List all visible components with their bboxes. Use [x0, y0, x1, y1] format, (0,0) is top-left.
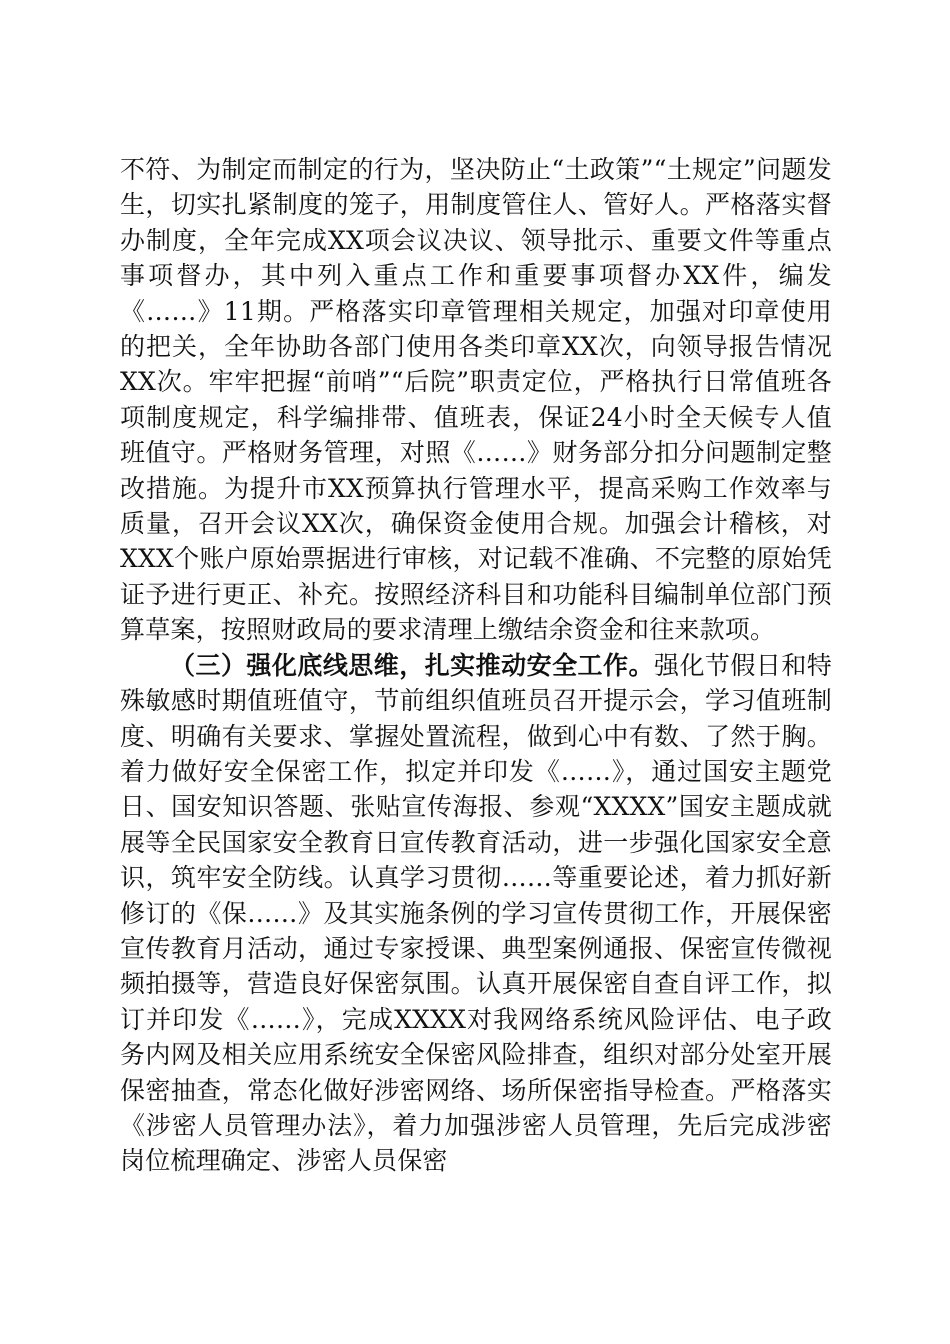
body-paragraph [120, 152, 832, 648]
section-heading: （三）强化底线思维，扎实推动安全工作。 [170, 650, 654, 680]
paragraph-text: 不符、为制定而制定的行为，坚决防止“土政策”“土规定”问题发生，切实扎紧制度的笼子，用制度管住人、管好人。严格落实督办制度，全年完成XX项会议决议、领导批示、重要文件等重点事项督办，其中列入重点工作和重要事项督办XX件，编发《……》11期。严格落实印章管理相关规定，加强对印章使用的把关，全年协助各部门使用各类印章XX次，向领导报告情况XX次。牢牢把握“前哨”“后院”职责定位，严格执行日常值班各项制度规定，科学编排带、值班表，保证24小时全天候专人值班值守。严格财务管理，对照《……》财务部分扣分问题制定整改措施。为提升市XX预算执行管理水平，提高采购工作效率与质量，召开会议XX次，确保资金使用合规。加强会计稽核，对XXX个账户原始票据进行审核，对记载不准确、不完整的原始凭证予进行更正、补充。按照经济科目和功能科目编制单位部门预算草案，按照财政局的要求清理上缴结余资金和往来款项。 [120, 155, 832, 645]
paragraph-text: 强化节假日和特殊敏感时期值班值守，节前组织值班员召开提示会，学习值班制度、明确有关要求、掌握处置流程，做到心中有数、了然于胸。着力做好安全保密工作，拟定并印发《……》，通过国安主题党日、国安知识答题、张贴宣传海报、参观“XXXX”国安主题成就展等全民国家安全教育日宣传教育活动，进一步强化国家安全意识，筑牢安全防线。认真学习贯彻……等重要论述，着力抓好新修订的《保……》及其实施条例的学习宣传贯彻工作，开展保密宣传教育月活动，通过专家授课、典型案例通报、保密宣传微视频拍摄等，营造良好保密氛围。认真开展保密自查自评工作，拟订并印发《……》，完成XXXX对我网络系统风险评估、电子政务内网及相关应用系统安全保密风险排查，组织对部分处室开展保密抽查，常态化做好涉密网络、场所保密指导检查。严格落实《涉密人员管理办法》，着力加强涉密人员管理，先后完成涉密岗位梳理确定、涉密人员保密 [120, 650, 832, 1176]
section-paragraph [120, 648, 832, 1179]
document-page [120, 152, 832, 1179]
